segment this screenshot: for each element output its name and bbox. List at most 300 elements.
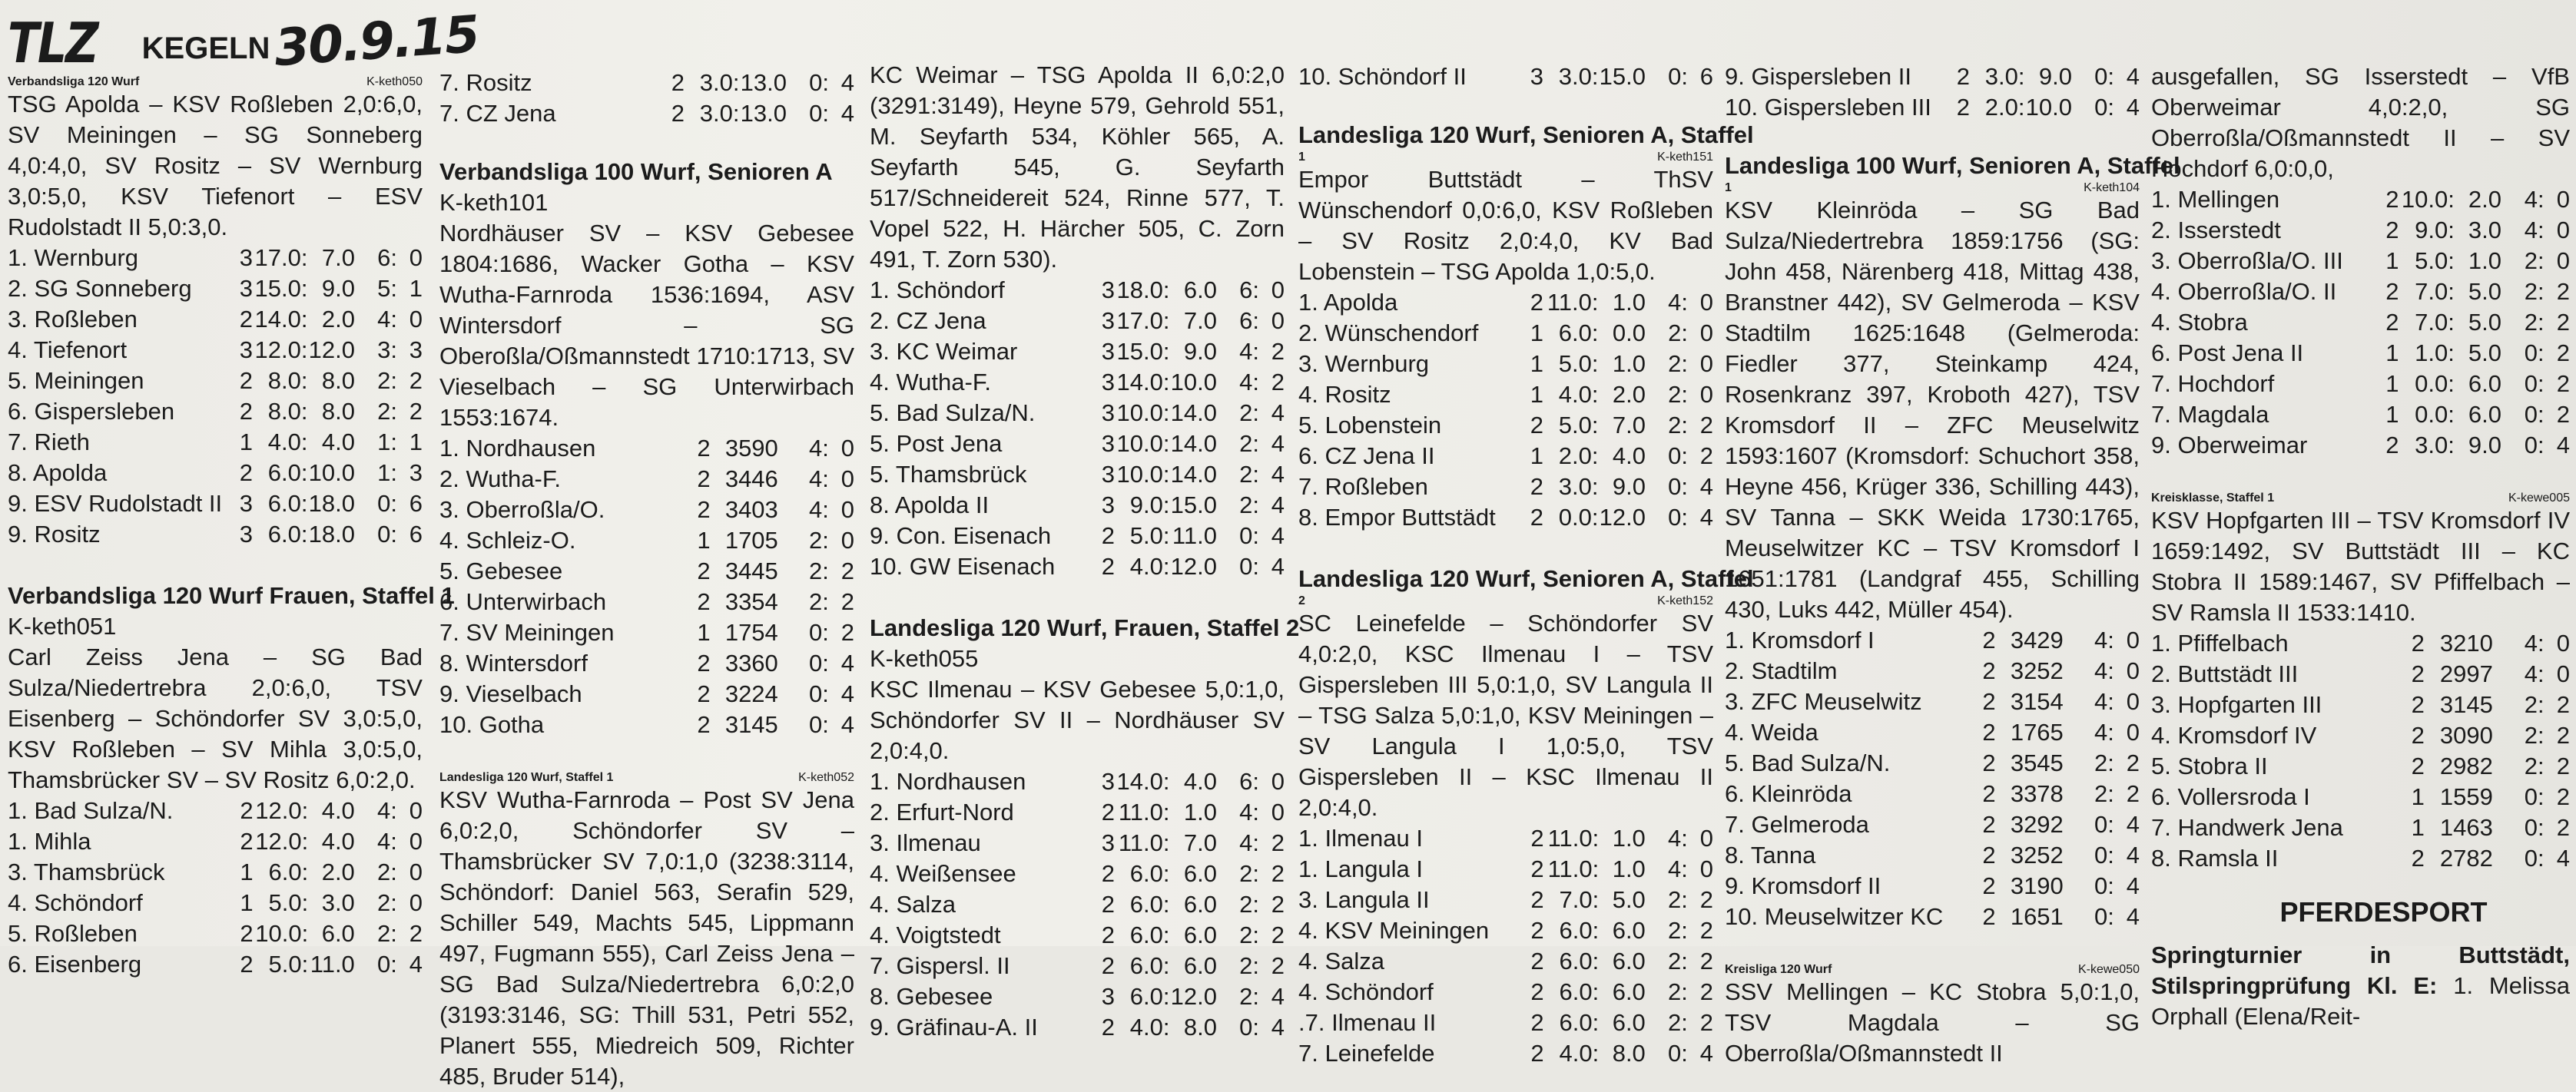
table-cell: 4: [840, 711, 854, 738]
table-cell: 18.0: [308, 490, 355, 517]
table-cell: 4:: [1239, 338, 1259, 365]
table-cell: 2:: [1239, 952, 1259, 979]
results-text: Empor Buttstädt – ThSV Wünschendorf 0,0:6,0, KSV Roßleben – SV Rositz 2,0:4,0, KV Bad Lobenstein – TSG Apolda 1,0:5,0.: [1298, 166, 1713, 285]
table-row: [870, 1012, 1285, 1043]
league-heading: Landesliga 120 Wurf, Senioren A, Staffel: [1298, 565, 1754, 592]
table-cell: 2: [1101, 522, 1116, 549]
table-cell: 3252: [2010, 842, 2064, 869]
table-cell: 2: [1101, 553, 1116, 580]
table-cell: 2: [239, 459, 254, 486]
table-cell: 6.0: [1183, 860, 1217, 887]
table-cell: 8.0:: [267, 398, 308, 425]
league-code: K-keth050: [366, 75, 423, 88]
table-cell: 18.0:: [1116, 276, 1170, 303]
team-name: 4. Stobra: [2151, 309, 2248, 336]
table-cell: 0:: [1239, 1014, 1259, 1041]
table-cell: 2: [2411, 691, 2425, 718]
column-6: [2151, 0, 2570, 1030]
table-cell: 7.0: [1183, 829, 1217, 856]
table-cell: 3545: [2010, 750, 2064, 776]
table-row: [1298, 318, 1713, 349]
team-name: 3. Oberroßla/O. III: [2151, 247, 2343, 274]
table-cell: 0:: [2094, 842, 2114, 869]
table-cell: 0:: [1668, 442, 1688, 469]
table-cell: 12.0: [1599, 504, 1646, 531]
table-cell: 2: [697, 680, 711, 707]
table-row: [8, 918, 423, 949]
table-cell: 8.0:: [267, 367, 308, 394]
table-cell: 4: [1271, 553, 1285, 580]
table-cell: 3145: [724, 711, 778, 738]
team-name: 3. Hopfgarten III: [2151, 691, 2322, 718]
team-name: 4. Kromsdorf IV: [2151, 722, 2317, 749]
table-cell: 1: [240, 859, 254, 885]
table-cell: 2: [1699, 442, 1713, 469]
table-cell: 3: [1530, 63, 1544, 90]
table-cell: 2: [2556, 783, 2570, 810]
table-cell: 0: [409, 859, 423, 885]
table-cell: 5.0:: [268, 889, 309, 916]
team-name: 6. Kleinröda: [1725, 780, 1852, 807]
table-row: [1298, 441, 1713, 472]
table-cell: 5.0: [1612, 886, 1646, 913]
standings-table: [1725, 61, 2140, 123]
table-cell: 1: [2385, 401, 2399, 428]
table-cell: 2: [697, 496, 711, 523]
table-row: [2151, 843, 2570, 874]
table-cell: 6.0: [1612, 948, 1646, 975]
table-row: [1725, 656, 2140, 687]
table-cell: 2: [1699, 412, 1713, 438]
table-cell: 2.0: [321, 306, 355, 333]
table-cell: 1:: [377, 429, 397, 455]
table-cell: 1.0: [1612, 825, 1646, 852]
table-cell: 0.0:: [2415, 401, 2455, 428]
results-text: Nordhäuser SV – KSV Gebesee 1804:1686, Wacker Gotha – KSV Wutha-Farnroda 1536:1694, ASV Wintersdorf – SG Oberoßla/Oßmannstedt 1710:1713, SV Vieselbach – SG Unterwirbach 1553:1674.: [439, 220, 854, 431]
table-row: [1298, 502, 1713, 533]
table-cell: 7.0: [1612, 412, 1646, 438]
table-row: [1298, 823, 1713, 854]
table-cell: 4:: [2094, 657, 2114, 684]
table-cell: 2: [239, 367, 254, 394]
table-row: [870, 521, 1285, 551]
table-cell: 0:: [1239, 522, 1259, 549]
table-cell: 2: [1530, 289, 1544, 316]
table-cell: 5.0: [2468, 339, 2501, 366]
team-name: 5. Roßleben: [8, 920, 138, 947]
table-row: [870, 398, 1285, 429]
table-row: [2151, 276, 2570, 307]
table-cell: 2: [1699, 917, 1713, 944]
team-name: 5. Bad Sulza/N.: [1725, 750, 1891, 776]
table-cell: 6.0:: [1559, 948, 1600, 975]
team-name: 7. Magdala: [2151, 401, 2269, 428]
table-cell: 0:: [2524, 845, 2545, 872]
table-row: [870, 766, 1285, 797]
table-cell: 4: [2126, 94, 2140, 121]
table-cell: 2:: [1239, 891, 1259, 918]
table-cell: 2: [1982, 688, 1996, 715]
table-cell: 2: [1982, 872, 1996, 899]
table-cell: 2:: [809, 558, 829, 584]
table-cell: 2: [1530, 855, 1544, 882]
table-cell: 14.0: [1170, 399, 1217, 426]
team-name: 6. Eisenberg: [8, 951, 142, 978]
team-name: 2. Erfurt-Nord: [870, 799, 1014, 826]
league-code: K-keth104: [2084, 181, 2140, 194]
table-cell: 0: [1699, 289, 1713, 316]
team-name: 7. Rositz: [439, 69, 532, 96]
table-cell: 0: [2556, 630, 2570, 657]
table-cell: 2997: [2439, 660, 2493, 687]
table-cell: 8.0: [321, 398, 355, 425]
table-cell: 4: [2126, 811, 2140, 838]
table-row: [870, 889, 1285, 920]
table-cell: 4:: [2524, 186, 2545, 213]
table-cell: 2: [2385, 278, 2399, 305]
table-cell: 2: [1271, 338, 1285, 365]
team-name: 4. Rositz: [1298, 381, 1391, 408]
section-title: KEGELN: [141, 31, 270, 65]
column-2: [439, 0, 854, 1090]
table-cell: 3190: [2010, 872, 2064, 899]
table-row: [2151, 215, 2570, 246]
team-name: 3. Thamsbrück: [8, 859, 165, 885]
table-cell: 0: [1271, 307, 1285, 334]
table-cell: 2: [2385, 217, 2399, 243]
standings-table: [8, 796, 423, 980]
table-row: [2151, 307, 2570, 338]
table-row: [439, 525, 854, 556]
results-text: TSG Apolda – KSV Roßleben 2,0:6,0, SV Meiningen – SG Sonneberg 4,0:4,0, SV Rositz – SV Wernburg 3,0:5,0, KSV Tiefenort – ESV Rudolstadt II 5,0:3,0.: [8, 91, 423, 240]
table-row: [439, 587, 854, 617]
table-row: [2151, 184, 2570, 215]
table-cell: 3: [1101, 461, 1116, 488]
team-name: 9. Vieselbach: [439, 680, 582, 707]
team-name: 2. Isserstedt: [2151, 217, 2281, 243]
table-cell: 12.0: [1170, 553, 1217, 580]
table-cell: 2: [240, 920, 254, 947]
table-cell: 7.0: [321, 244, 355, 271]
table-cell: 2:: [1239, 860, 1259, 887]
table-cell: 2:: [1668, 319, 1688, 346]
table-row: [1298, 1038, 1713, 1069]
team-name: 10. Schöndorf II: [1298, 63, 1467, 90]
table-cell: 5.0: [2468, 309, 2501, 336]
table-cell: 3224: [724, 680, 778, 707]
table-row: [1725, 748, 2140, 779]
table-cell: 2: [671, 69, 685, 96]
table-cell: 2: [1982, 627, 1996, 654]
table-cell: 5.0: [2468, 278, 2501, 305]
table-cell: 2: [1271, 829, 1285, 856]
table-cell: 1: [239, 429, 254, 455]
table-row: [2151, 659, 2570, 690]
table-cell: 2: [2411, 630, 2425, 657]
table-cell: 0:: [377, 951, 397, 978]
table-row: [1298, 977, 1713, 1008]
table-cell: 4:: [2524, 217, 2545, 243]
table-cell: 2: [240, 951, 254, 978]
table-cell: 2:: [1668, 350, 1688, 377]
event-heading: Springturnier in Buttstädt, Stilspringprüfung Kl. E:: [2151, 941, 2570, 999]
table-cell: 2:: [2524, 691, 2545, 718]
table-cell: 3403: [724, 496, 778, 523]
table-cell: 2: [1982, 811, 1996, 838]
table-cell: 3: [1101, 983, 1116, 1010]
table-row: [439, 679, 854, 710]
table-cell: 1559: [2439, 783, 2493, 810]
team-name: 5. Meiningen: [8, 367, 144, 394]
table-row: [1298, 854, 1713, 885]
table-cell: 2782: [2439, 845, 2493, 872]
table-cell: 10.0:: [1116, 430, 1170, 457]
table-cell: 4:: [1239, 369, 1259, 395]
table-row: [2151, 369, 2570, 399]
table-cell: 0:: [2094, 903, 2114, 930]
table-cell: 1: [1530, 350, 1544, 377]
table-cell: 2: [409, 398, 423, 425]
table-row: [1725, 92, 2140, 123]
team-name: 9. Gispersleben II: [1725, 63, 1911, 90]
table-cell: 0: [840, 435, 854, 462]
table-row: [1725, 779, 2140, 809]
table-cell: 2: [2411, 660, 2425, 687]
table-cell: 2: [1982, 719, 1996, 746]
standings-table: [1298, 823, 1713, 1069]
team-name: 8. Gebesee: [870, 983, 993, 1010]
table-row: [2151, 399, 2570, 430]
table-cell: 6.0: [1612, 1009, 1646, 1036]
table-cell: 2: [2556, 309, 2570, 336]
table-cell: 3: [409, 459, 423, 486]
table-cell: 2:: [1668, 412, 1688, 438]
table-cell: 2: [2385, 309, 2399, 336]
table-cell: 1: [1530, 442, 1544, 469]
table-cell: 11.0:: [1118, 799, 1170, 826]
table-cell: 17.0:: [1116, 307, 1170, 334]
table-cell: 5.0:: [1129, 522, 1170, 549]
table-cell: 2: [697, 588, 711, 615]
table-cell: 0:: [809, 619, 829, 646]
table-cell: 6.0:: [1129, 983, 1170, 1010]
table-row: [439, 464, 854, 495]
table-cell: 6.0: [1612, 978, 1646, 1005]
table-cell: 5:: [377, 275, 397, 302]
table-cell: 1463: [2439, 814, 2493, 841]
table-cell: 1: [2385, 370, 2399, 397]
table-cell: 6.0: [1612, 917, 1646, 944]
table-cell: 6.0:: [1559, 1009, 1600, 1036]
table-cell: 11.0:: [1547, 825, 1600, 852]
table-cell: 0:: [1668, 1040, 1688, 1067]
table-cell: 5.0:: [268, 951, 309, 978]
team-name: .7. Ilmenau II: [1298, 1009, 1437, 1036]
table-cell: 1.0: [1612, 289, 1646, 316]
table-cell: 2:: [377, 889, 397, 916]
table-cell: 4: [1271, 461, 1285, 488]
table-cell: 0: [1699, 825, 1713, 852]
table-cell: 3090: [2439, 722, 2493, 749]
table-cell: 0:: [2524, 370, 2545, 397]
table-cell: 12.0: [1170, 983, 1217, 1010]
table-cell: 2: [1530, 917, 1544, 944]
table-cell: 12.0:: [254, 336, 308, 363]
table-cell: 4.0:: [267, 429, 308, 455]
table-cell: 0: [2556, 186, 2570, 213]
table-cell: 2: [2556, 814, 2570, 841]
results-text: KC Weimar – TSG Apolda II 6,0:2,0 (3291:3149), Heyne 579, Gehrold 551, M. Seyfarth 534, Köhler 565, A. Seyfarth 545, G. Seyfarth 517/Schneidereit 524, Rinne 577, T. Vopel 522, H. Härcher 505, C. Zorn 491, T. Zorn 530).: [870, 61, 1285, 273]
table-cell: 1: [2385, 247, 2399, 274]
table-cell: 4: [1699, 473, 1713, 500]
table-cell: 2: [2126, 750, 2140, 776]
table-cell: 1: [240, 889, 254, 916]
table-cell: 9.0: [1183, 338, 1217, 365]
table-cell: 3: [239, 490, 254, 517]
handwritten-date: 30.9.15: [272, 4, 481, 78]
masthead: [8, 0, 481, 78]
table-cell: 6.0: [1183, 276, 1217, 303]
team-name: 9. Con. Eisenach: [870, 522, 1052, 549]
team-name: 1. Kromsdorf I: [1725, 627, 1875, 654]
table-cell: 9.0:: [2415, 217, 2455, 243]
table-cell: 6.0:: [1129, 891, 1170, 918]
table-cell: 4:: [1668, 855, 1688, 882]
results-text: KSV Hopfgarten III – TSV Kromsdorf IV 1659:1492, SV Buttstädt III – KC Stobra II 1589:1467, SV Pfiffelbach – SV Ramsla II 1533:1410.: [2151, 507, 2570, 626]
team-name: 4. Schöndorf: [8, 889, 143, 916]
table-cell: 1765: [2010, 719, 2064, 746]
table-cell: 2:: [2524, 247, 2545, 274]
table-cell: 0:: [2524, 783, 2545, 810]
team-name: 5. Lobenstein: [1298, 412, 1442, 438]
table-cell: 12.0:: [255, 828, 309, 855]
table-row: [439, 98, 854, 129]
table-cell: 4: [1271, 1014, 1285, 1041]
table-row: [8, 888, 423, 918]
table-row: [8, 273, 423, 304]
table-cell: 0: [1699, 381, 1713, 408]
table-cell: 2: [2556, 753, 2570, 779]
table-cell: 10.0:: [1116, 399, 1170, 426]
table-cell: 0:: [809, 100, 829, 127]
table-cell: 2: [2385, 186, 2399, 213]
table-cell: 10.0:: [1116, 461, 1170, 488]
table-cell: 2:: [1668, 978, 1688, 1005]
standings-table: [1725, 625, 2140, 932]
team-name: 6. Gispersleben: [8, 398, 175, 425]
standings-table: [1298, 287, 1713, 533]
table-cell: 1: [409, 429, 423, 455]
table-cell: 2: [2556, 370, 2570, 397]
standings-table: [870, 275, 1285, 582]
table-cell: 10.0:: [2401, 186, 2455, 213]
team-name: 8. Tanna: [1725, 842, 1816, 869]
table-cell: 3: [239, 275, 254, 302]
table-cell: 0.0:: [2415, 370, 2455, 397]
table-cell: 5.0:: [1558, 412, 1599, 438]
table-cell: 2: [239, 398, 254, 425]
table-cell: 2: [1101, 922, 1116, 948]
table-cell: 3.0: [321, 889, 355, 916]
team-name: 1. Nordhausen: [870, 768, 1026, 795]
table-cell: 0:: [809, 650, 829, 677]
table-cell: 0:: [377, 490, 397, 517]
table-cell: 11.0:: [1547, 289, 1599, 316]
table-cell: 2.0: [2468, 186, 2501, 213]
table-cell: 2: [240, 797, 254, 824]
table-cell: 6.0:: [1129, 922, 1170, 948]
league-heading: Landesliga 120 Wurf, Frauen, Staffel 2: [870, 614, 1300, 641]
table-cell: 2: [240, 828, 254, 855]
team-name: 7. Leinefelde: [1298, 1040, 1435, 1067]
table-cell: 2: [671, 100, 685, 127]
team-name: 5. Thamsbrück: [870, 461, 1027, 488]
table-cell: 2: [1699, 948, 1713, 975]
standings-table: [1298, 61, 1713, 92]
table-cell: 6.0:: [1558, 319, 1599, 346]
table-cell: 4: [2126, 872, 2140, 899]
team-name: 4. Weißensee: [870, 860, 1016, 887]
table-row: [1725, 717, 2140, 748]
table-cell: 2:: [2524, 722, 2545, 749]
table-cell: 3429: [2010, 627, 2064, 654]
table-row: [439, 556, 854, 587]
table-row: [2151, 751, 2570, 782]
table-cell: 2: [1530, 1009, 1544, 1036]
table-cell: 2: [1530, 886, 1544, 913]
team-name: 6. CZ Jena II: [1298, 442, 1435, 469]
event-text: 1. Melissa Orphall (Elena/Reit-: [2151, 972, 2570, 1030]
table-cell: 9.0:: [1129, 491, 1170, 518]
table-cell: 2: [697, 558, 711, 584]
standings-table: [2151, 184, 2570, 461]
table-cell: 4: [2126, 842, 2140, 869]
team-name: 1. Wernburg: [8, 244, 139, 271]
table-cell: 4:: [1239, 799, 1259, 826]
team-name: 4. Salza: [870, 891, 956, 918]
table-cell: 2:: [809, 588, 829, 615]
table-cell: 6.0:: [1559, 917, 1600, 944]
league-code: K-keth052: [798, 771, 854, 784]
table-row: [870, 367, 1285, 398]
table-cell: 0: [840, 496, 854, 523]
table-row: [1725, 871, 2140, 902]
team-name: 4. Tiefenort: [8, 336, 128, 363]
table-cell: 4: [1271, 399, 1285, 426]
table-cell: 3: [1101, 829, 1116, 856]
team-name: 9. Gräfinau-A. II: [870, 1014, 1038, 1041]
table-cell: 3360: [724, 650, 778, 677]
table-cell: 2: [2556, 401, 2570, 428]
team-name: 6. Vollersroda I: [2151, 783, 2310, 810]
team-name: 1. Mihla: [8, 828, 91, 855]
results-text: [2151, 940, 2570, 1032]
results-text: KSC Ilmenau – KSV Gebesee 5,0:1,0, Schöndorfer SV II – Nordhäuser SV 2,0:4,0.: [870, 676, 1285, 764]
table-cell: 2: [1101, 860, 1116, 887]
results-text: KSV Wutha-Farnroda – Post SV Jena 6,0:2,0, Schöndorfer SV – Thamsbrücker SV 7,0:1,0 (3238:3114, Schöndorf: Daniel 563, Serafin 529, Schiller 549, Machts 545, Lippmann 497, Fugmann 555), Carl Zeiss Jena – SG Bad Sulza/Niedertrebra 6,0:2,0 (3193:3146, SG: Thill 531, Petri 552, Planert 555, Miedreich 509, Richter 485, Bruder 514),: [439, 786, 854, 1090]
table-cell: 3.0:: [1984, 63, 2025, 90]
table-cell: 2: [1956, 63, 1971, 90]
table-row: [8, 826, 423, 857]
table-cell: 2: [1271, 891, 1285, 918]
table-cell: 14.0:: [254, 306, 308, 333]
table-cell: 7.0:: [1559, 886, 1600, 913]
table-cell: 4:: [809, 435, 829, 462]
league-code: K-keth055: [870, 645, 979, 672]
team-name: 4. KSV Meiningen: [1298, 917, 1490, 944]
team-name: 5. Stobra II: [2151, 753, 2268, 779]
column-4: [1298, 0, 1754, 1067]
